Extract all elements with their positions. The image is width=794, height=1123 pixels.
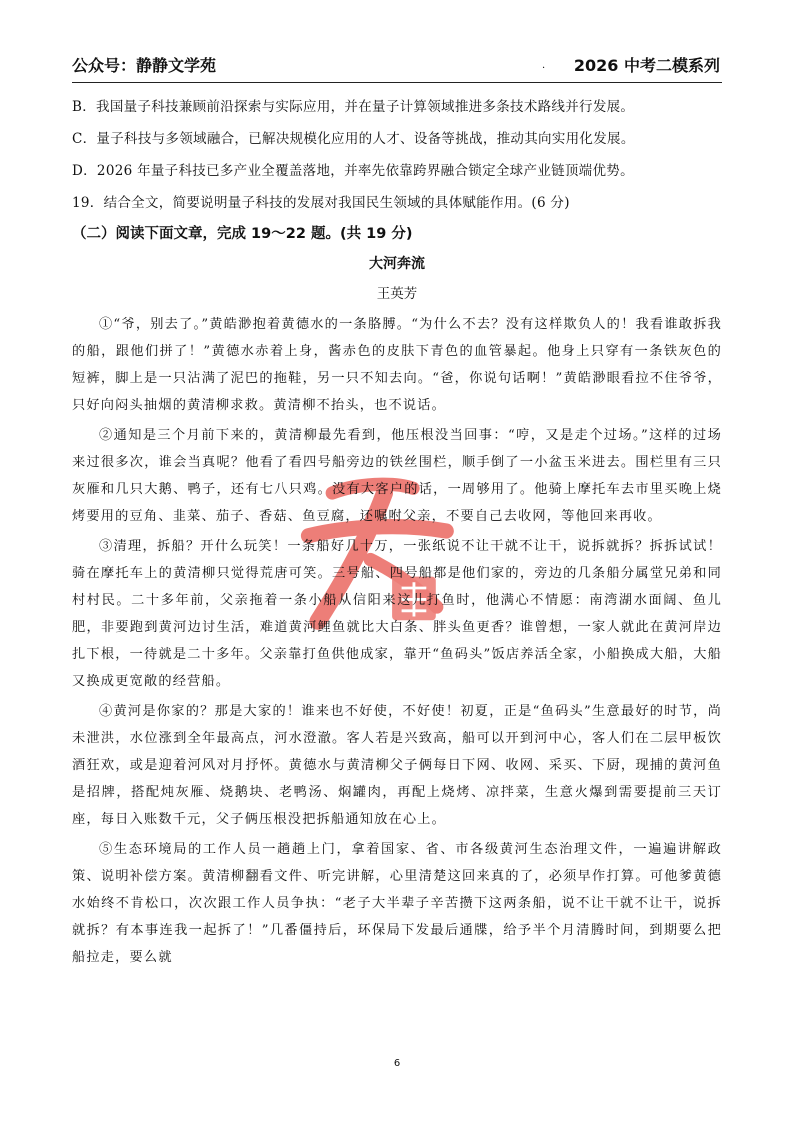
option-b: B．我国量子科技兼顾前沿探索与实际应用，并在量子计算领域推进多条技术路线并行发展。 xyxy=(72,99,635,115)
question-19: 19．结合全文，简要说明量子科技的发展对我国民生领域的具体赋能作用。(6 分) xyxy=(72,195,570,211)
article-paragraph-4: ④黄河是你家的？那是大家的！谁来也不好使，不好使！初夏，正是“鱼码头”生意最好的时节，尚未泄洪，水位涨到全年最高点，河水澄澈。客人若是兴致高，船可以开到河中心，客人们在二层甲板饮酒狂欢，或是迎着河风对月抒怀。黄德水与黄清柳父子俩每日下网、收网、采买、下厨，现捕的黄河鱼是招牌，搭配炖灰雁、烧鹅块、老鸭汤、焖罐肉，再配上烧烤、凉拌菜，生意火爆到需要提前三天订座，每日入账数千元，父子俩压根没把拆船通知放在心上。 xyxy=(72,704,722,827)
article-author: 王英芳 xyxy=(376,286,418,302)
article-paragraph-1: ①“爷，别去了。”黄皓渺抱着黄德水的一条胳膊。“为什么不去？没有这样欺负人的！我看谁敢拆我的船，跟他们拼了！”黄德水赤着上身，酱赤色的皮肤下青色的血管暴起。他身上只穿有一条铁灰色的短裤，脚上是一只沾满了泥巴的拖鞋，另一只不知去向。“爸，你说句话啊！”黄皓渺眼看拉不住爷爷，只好向闷头抽烟的黄清柳求救。黄清柳不抬头，也不说话。 xyxy=(72,317,722,413)
article-paragraph-2: ②通知是三个月前下来的，黄清柳最先看到，他压根没当回事：“哼，又是走个过场。”这样的过场来过很多次，谁会当真呢？他看了看四号船旁边的铁丝围栏，顺手倒了一小盆玉米进去。围栏里有三只灰雁和几只大鹅、鸭子，还有七八只鸡。没有大客户的话，一周够用了。他骑上摩托车去市里买晚上烧烤要用的豆角、韭菜、茄子、香菇、鱼豆腐，还嘱咐父亲，不要自己去收网，等他回来再收。 xyxy=(72,428,722,524)
section-heading: （二）阅读下面文章，完成 19～22 题。(共 19 分) xyxy=(72,226,413,242)
page-number: 6 xyxy=(393,1058,401,1069)
header-account-name: 公众号：静静文学苑 xyxy=(72,56,217,75)
page-header xyxy=(72,52,722,83)
header-dot: · xyxy=(542,63,546,74)
option-c: C．量子科技与多领域融合，已解决规模化应用的人才、设备等挑战，推动其向实用化发展。 xyxy=(72,131,635,147)
article-title: 大河奔流 xyxy=(369,256,425,272)
header-series-title: 2026 中考二模系列 xyxy=(573,56,720,75)
page-content xyxy=(72,97,722,974)
article-paragraph-5: ⑤生态环境局的工作人员一趟趟上门，拿着国家、省、市各级黄河生态治理文件，一遍遍讲解政策、说明补偿方案。黄清柳翻看文件、听完讲解，心里清楚这回来真的了，必须早作打算。可他爹黄德水始终不肯松口，次次跟工作人员争执：“老子大半辈子辛苦攒下这两条船，说不让干就不让干，说拆就拆？有本事连我一起拆了！”几番僵持后，环保局下发最后通牒，给予半个月清腾时间，到期要么把船拉走，要么就 xyxy=(72,842,722,965)
option-d: D．2026 年量子科技已多产业全覆盖落地，并率先依靠跨界融合锁定全球产业链顶端优势。 xyxy=(72,163,634,179)
article-paragraph-3: ③清理，拆船？开什么玩笑！一条船好几十万，一张纸说不让干就不让干，说拆就拆？拆拆试试！骑在摩托车上的黄清柳只觉得荒唐可笑。三号船、四号船都是他们家的，旁边的几条船分属堂兄弟和同村村民。二十多年前，父亲拖着一条小船从信阳来这儿打鱼时，他满心不情愿：南湾湖水面阔、鱼儿肥，非要跑到黄河边讨生活，难道黄河鲤鱼就比大白条、胖头鱼更香？谁曾想，一家人就此在黄河岸边扎下根，一待就是二十多年。父亲靠打鱼供他成家，靠开“鱼码头”饭店养活全家，小船换成大船，大船又换成更宽敞的经营船。 xyxy=(72,539,722,689)
